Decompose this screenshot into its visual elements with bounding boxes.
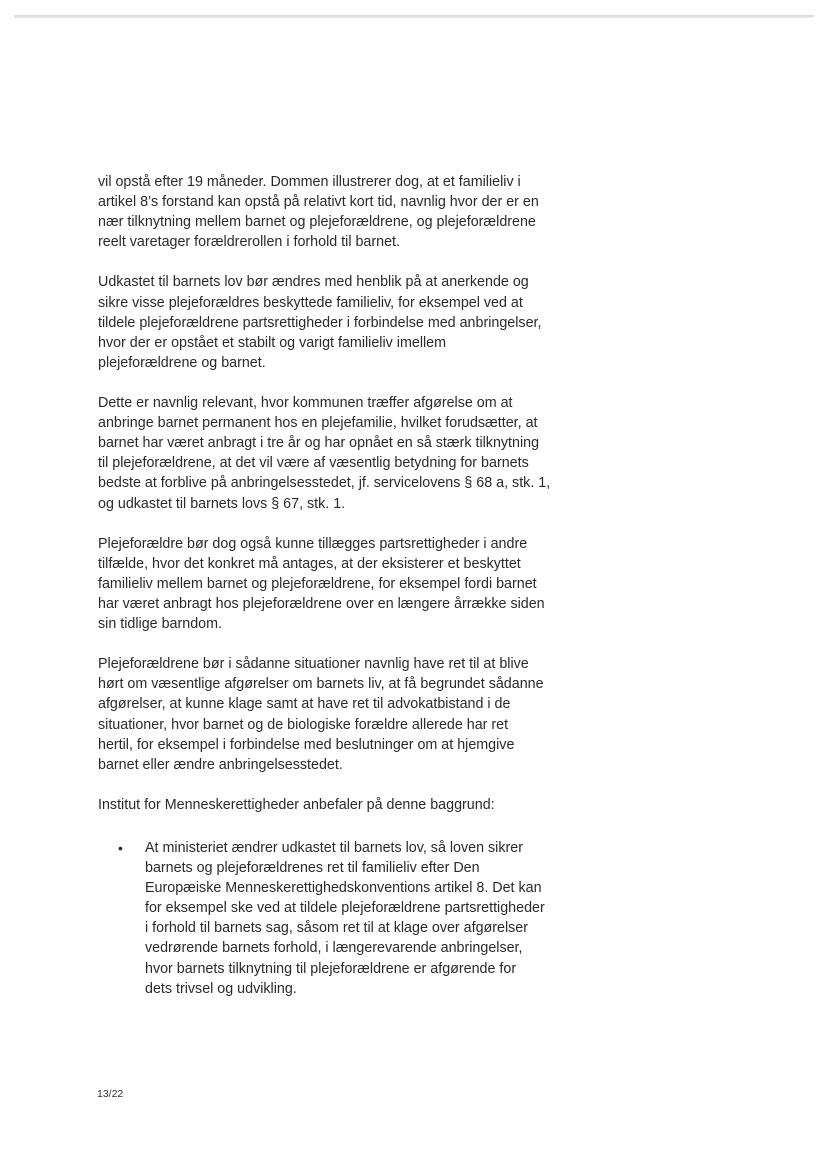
text-line: og udkastet til barnets lovs § 67, stk. 1. (98, 495, 346, 512)
text-line: i forhold til barnets sag, såsom ret til at klage over afgørelser (145, 920, 529, 937)
paragraph (98, 534, 578, 634)
text-line: bedste at forblive på anbringelsesstedet, jf. servicelovens § 68 a, stk. 1, (98, 475, 551, 492)
text-line: At ministeriet ændrer udkastet til barnets lov, så loven sikrer (145, 840, 523, 856)
text-line: dets trivsel og udvikling. (145, 980, 297, 997)
text-line: tilfælde, hvor det konkret må antages, at der eksisterer et beskyttet (98, 555, 521, 572)
text-line: barnet eller ændre anbringelsesstedet. (98, 756, 343, 773)
bullet-text (145, 838, 578, 999)
text-line: tildele plejeforældrene partsrettigheder i forbindelse med anbringelser, (98, 314, 542, 331)
text-line: anbringe barnet permanent hos en plejefamilie, hvilket forudsætter, at (98, 415, 538, 432)
text-line: Dette er navnlig relevant, hvor kommunen træffer afgørelse om at (98, 395, 513, 412)
text-line: har været anbragt hos plejeforældrene over en længere årrække siden (98, 595, 545, 612)
document-body (98, 172, 578, 999)
text-line: familieliv mellem barnet og plejeforældrene, for eksempel fordi barnet (98, 575, 537, 592)
text-line: hvor der er opstået et stabilt og varigt familieliv imellem (98, 334, 447, 351)
text-line: hertil, for eksempel i forbindelse med beslutninger om at hjemgive (98, 736, 515, 753)
paragraph (98, 393, 578, 514)
text-line: for eksempel ske ved at tildele plejeforældrene partsrettigheder (145, 900, 545, 917)
text-line: Institut for Menneskerettigheder anbefaler på denne baggrund: (98, 796, 495, 813)
text-line: hørt om væsentlige afgørelser om barnets liv, at få begrundet sådanne (98, 676, 544, 693)
text-line: reelt varetager forældrerollen i forhold til barnet. (98, 234, 400, 251)
text-line: barnet har været anbragt i tre år og har opnået en så stærk tilknytning (98, 435, 540, 452)
paragraph (98, 795, 578, 815)
paragraph-list (98, 172, 578, 815)
text-line: Udkastet til barnets lov bør ændres med henblik på at anerkende og (98, 274, 529, 291)
text-line: sikre visse plejeforældres beskyttede familieliv, for eksempel ved at (98, 294, 523, 311)
text-line: afgørelser, at kunne klage samt at have ret til advokatbistand i de (98, 696, 511, 713)
scan-edge-line (14, 15, 814, 18)
text-line: vedrørende barnets forhold, i længerevarende anbringelser, (145, 940, 523, 957)
text-line: nær tilknytning mellem barnet og plejeforældrene, og plejeforældrene (98, 214, 536, 231)
paragraph (98, 654, 578, 775)
text-line: plejeforældrene og barnet. (98, 354, 266, 371)
paragraph (98, 272, 578, 372)
text-line: hvor barnets tilknytning til plejeforældrene er afgørende for (145, 960, 517, 977)
paragraph (98, 172, 578, 252)
recommendation-bullet (98, 838, 578, 999)
text-line: Plejeforældre bør dog også kunne tillægges partsrettigheder i andre (98, 535, 528, 552)
text-line: til plejeforældrene, at det vil være af væsentlig betydning for barnets (98, 455, 529, 472)
text-line: Plejeforældrene bør i sådanne situationer navnlig have ret til at blive (98, 656, 529, 673)
bullet-icon: • (118, 840, 123, 856)
text-line: Europæiske Menneskerettighedskonventions artikel 8. Det kan (145, 880, 542, 897)
text-line: vil opstå efter 19 måneder. Dommen illustrerer dog, at et familieliv i (98, 174, 521, 190)
text-line: barnets og plejeforældrenes ret til familieliv efter Den (145, 860, 480, 877)
text-line: artikel 8’s forstand kan opstå på relativt kort tid, navnlig hvor der er en (98, 194, 539, 211)
text-line: situationer, hvor barnet og de biologiske forældre allerede har ret (98, 716, 509, 733)
page-number: 13/22 (97, 1088, 124, 1100)
text-line: sin tidlige barndom. (98, 616, 222, 633)
